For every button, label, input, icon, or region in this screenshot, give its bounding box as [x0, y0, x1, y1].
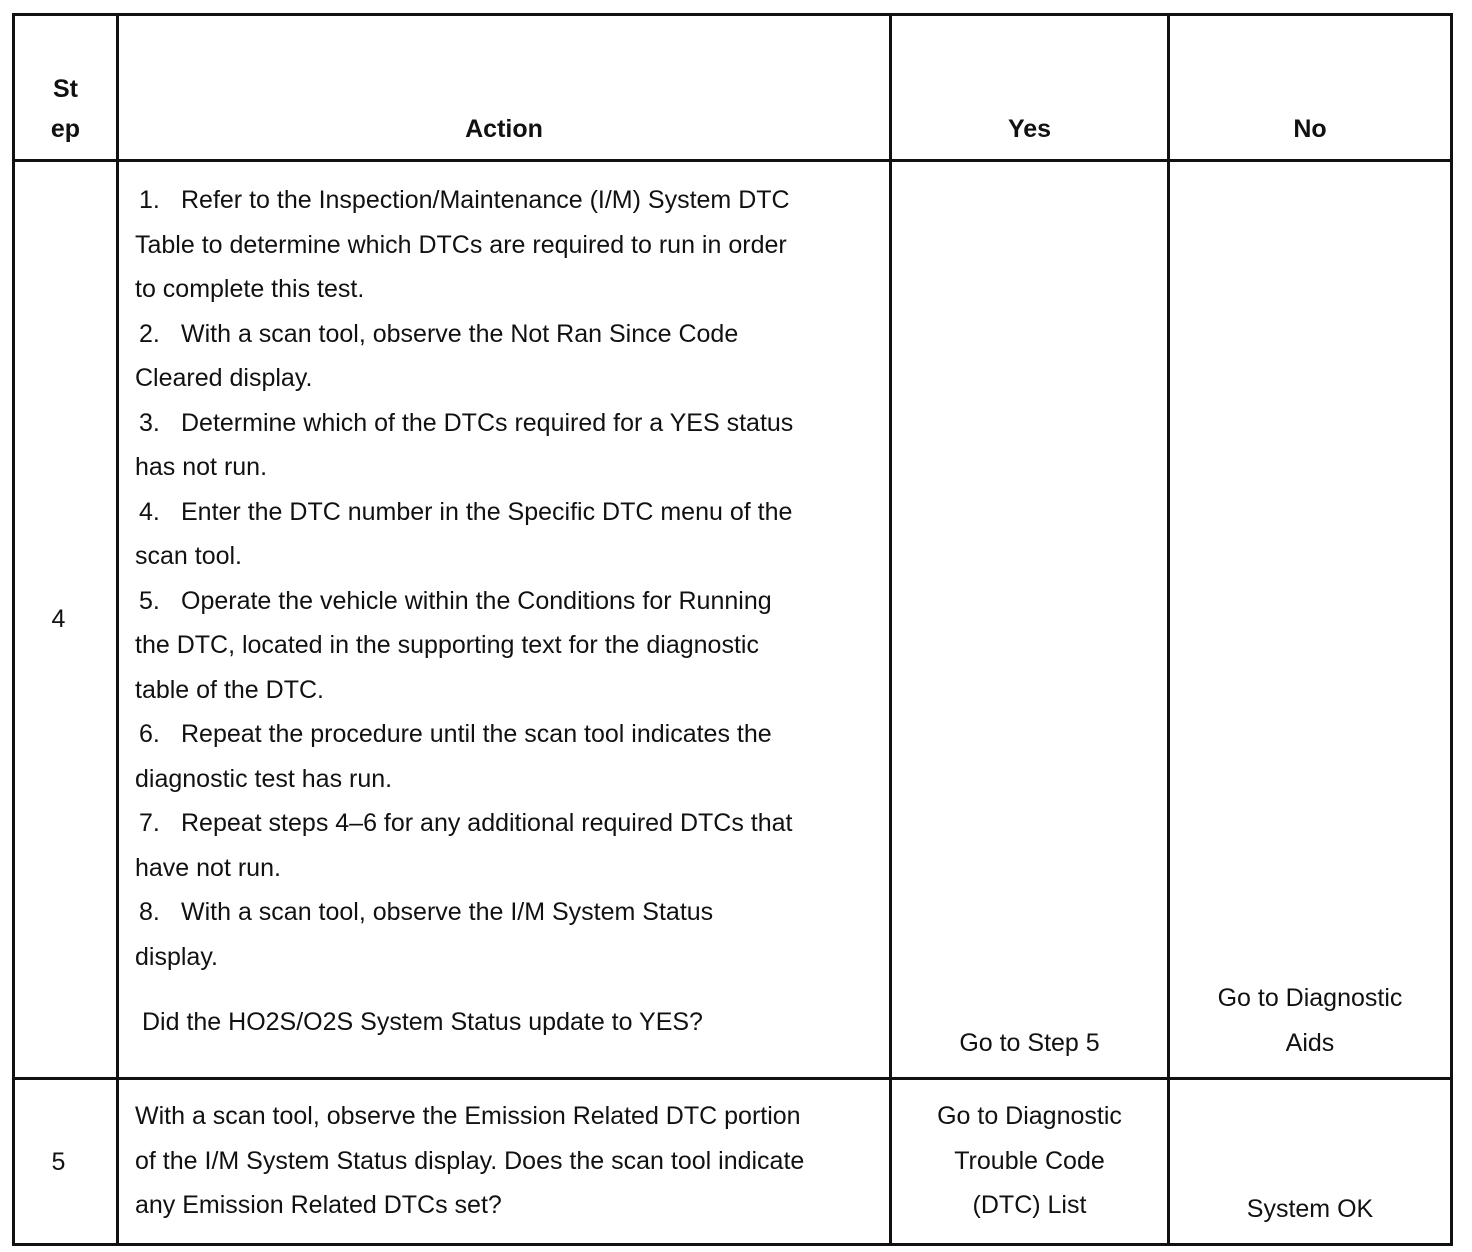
action-question: Did the HO2S/O2S System Status update to YES?: [142, 1008, 703, 1036]
no-result-line1: Go to Diagnostic: [1217, 984, 1403, 1012]
action-step-number: 5.: [139, 586, 160, 615]
action-step-text: Repeat the procedure until the scan tool indicates the diagnostic test has run.: [135, 720, 772, 793]
no-result: System OK: [1246, 1194, 1374, 1223]
no-cell: [1169, 1079, 1452, 1245]
action-step-text: Repeat steps 4–6 for any additional required DTCs that have not run.: [135, 809, 793, 882]
no-result-line2: Aids: [1285, 1028, 1335, 1057]
yes-result-line1: Go to Diagnostic: [937, 1102, 1122, 1130]
action-step-item: [135, 178, 803, 312]
action-step-item: [135, 801, 803, 890]
action-step-number: 2.: [139, 319, 160, 348]
action-step-item: [135, 312, 803, 401]
header-row: [14, 15, 1452, 161]
action-cell: [118, 161, 891, 1079]
action-step-number: 7.: [139, 809, 160, 837]
action-step-text: With a scan tool, observe the I/M System Status display.: [135, 898, 714, 971]
action-step-item: [135, 579, 803, 713]
action-step-text: Determine which of the DTCs required for a YES status has not run.: [135, 408, 794, 481]
no-cell: [1169, 161, 1452, 1079]
action-step-number: 3.: [139, 408, 160, 437]
action-step-item: [135, 712, 803, 801]
yes-result: Go to Step 5: [959, 1028, 1100, 1057]
step-number: 5: [14, 1079, 118, 1245]
action-step-text: Operate the vehicle within the Conditions for Running the DTC, located in the supporting text for the diagnostic table of the DTC.: [135, 586, 772, 704]
action-step-text: With a scan tool, observe the Not Ran Since Code Cleared display.: [135, 319, 739, 392]
step-number: 4: [14, 161, 118, 1079]
step-header-line1: St: [53, 75, 78, 103]
yes-result-line3: (DTC) List: [972, 1191, 1087, 1219]
table-row-step-4: [14, 161, 1452, 1079]
yes-result-line2: Trouble Code: [954, 1146, 1105, 1175]
action-step-number: 4.: [139, 497, 160, 526]
step-column-header: [14, 15, 118, 161]
action-step-number: 1.: [139, 186, 160, 214]
no-column-header: No: [1169, 15, 1452, 161]
action-step-text: Enter the DTC number in the Specific DTC menu of the scan tool.: [135, 497, 793, 570]
action-step-item: [135, 401, 803, 490]
action-step-number: 6.: [139, 720, 160, 748]
action-step-item: [135, 490, 803, 579]
action-step-number: 8.: [139, 898, 160, 926]
yes-column-header: Yes: [891, 15, 1169, 161]
diagnostic-table: [12, 13, 1453, 1246]
action-text: With a scan tool, observe the Emission Related DTC portion of the I/M System Status display. Does the scan tool indicate any Emission Related DTCs set?: [135, 1102, 805, 1219]
no-result: [1218, 976, 1403, 1065]
action-step-item: [135, 890, 803, 979]
yes-result: [915, 1094, 1145, 1228]
action-column-header: Action: [118, 15, 891, 161]
action-step-text: Refer to the Inspection/Maintenance (I/M) System DTC Table to determine which DTCs are required to run in order to complete this test.: [135, 186, 790, 303]
table-row-step-5: [14, 1079, 1452, 1245]
yes-cell: [891, 161, 1169, 1079]
step-header-line2: ep: [50, 115, 81, 143]
yes-cell: [891, 1079, 1169, 1245]
action-cell: [118, 1079, 891, 1245]
